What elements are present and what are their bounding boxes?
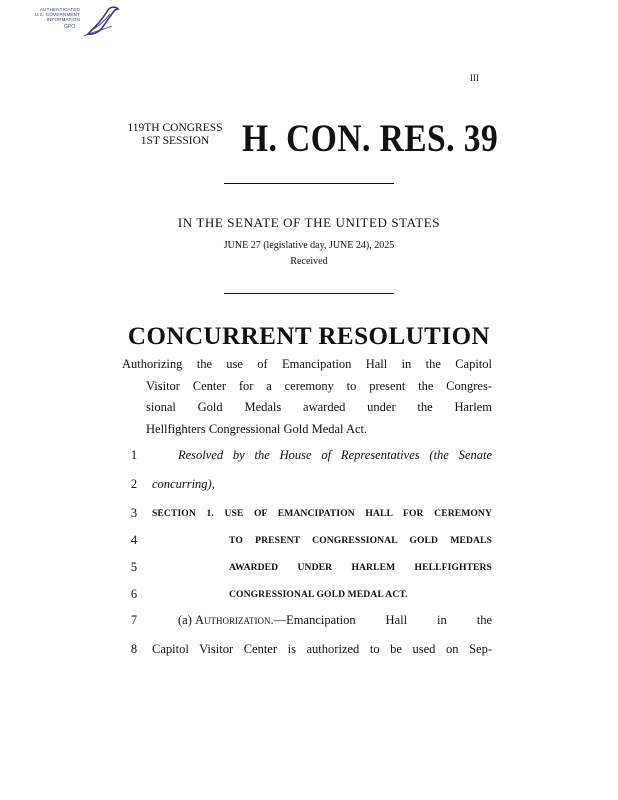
body-line [0, 533, 618, 553]
gpo-authentication-seal [4, 2, 122, 38]
body-line [0, 506, 618, 526]
body-line [0, 477, 618, 497]
section-heading: SECTION 1. USE OF EMANCIPATION HALL FOR CEREMONY [152, 508, 492, 519]
session-label: 1ST SESSION [140, 135, 210, 147]
document-type-heading: CONCURRENT RESOLUTION [127, 323, 491, 350]
congress-label: 119TH CONGRESS [127, 122, 223, 134]
body-line [0, 587, 618, 607]
purpose-line: sional Gold Medals awarded under the Harlem [146, 400, 492, 414]
purpose-line: Authorizing the use of Emancipation Hall in the Capitol [122, 357, 492, 371]
seal-line: U.S. GOVERNMENT [34, 12, 80, 17]
body-line [0, 560, 618, 580]
date-line: JUNE 27 (legislative day, JUNE 24), 2025 [223, 240, 395, 251]
line-number: 6 [130, 587, 138, 601]
divider [224, 293, 394, 294]
status-received: Received [290, 256, 328, 267]
seal-text [10, 7, 80, 22]
body-line [0, 642, 618, 662]
subsection-text: .—Emancipation Hall in the [270, 613, 492, 627]
line-number: 2 [130, 477, 138, 491]
purpose-paragraph [122, 354, 492, 440]
resolving-clause: Resolved by the House of Representatives (the Senate [178, 448, 492, 462]
seal-line: AUTHENTICATED [39, 7, 80, 12]
line-number: 1 [130, 448, 138, 462]
purpose-line: Hellfighters Congressional Gold Medal Act. [146, 421, 368, 436]
divider [224, 183, 394, 184]
section-heading-cont: AWARDED UNDER HARLEM HELLFIGHTERS [229, 562, 492, 573]
subsection-a [178, 613, 492, 628]
line-number: 4 [130, 533, 138, 547]
subsection-heading: Authorization [195, 613, 271, 627]
section-heading-cont: CONGRESSIONAL GOLD MEDAL ACT. [229, 589, 408, 600]
line-number: 3 [130, 506, 138, 520]
body-line [0, 448, 618, 468]
resolving-clause-cont: concurring), [152, 477, 215, 491]
purpose-line: Visitor Center for a ceremony to present the Congres- [146, 378, 492, 393]
congress-session-block [112, 122, 238, 148]
section-heading-cont: TO PRESENT CONGRESSIONAL GOLD MEDALS [229, 535, 492, 546]
line-number: 8 [130, 642, 138, 656]
measure-title: H. CON. RES. 39 [242, 117, 499, 160]
eagle-logo-icon [82, 4, 124, 38]
chamber-heading: IN THE SENATE OF THE UNITED STATES [177, 215, 441, 230]
seal-line: INFORMATION [46, 17, 80, 22]
body-line [0, 613, 618, 633]
subsection-prefix: (a) [178, 613, 195, 627]
line-number: 7 [130, 613, 138, 627]
seal-gpo-text: GPO [64, 24, 76, 30]
line-number: 5 [130, 560, 138, 574]
subsection-text-cont: Capitol Visitor Center is authorized to be used on Sep- [152, 642, 492, 656]
page-identifier: III [470, 73, 479, 83]
